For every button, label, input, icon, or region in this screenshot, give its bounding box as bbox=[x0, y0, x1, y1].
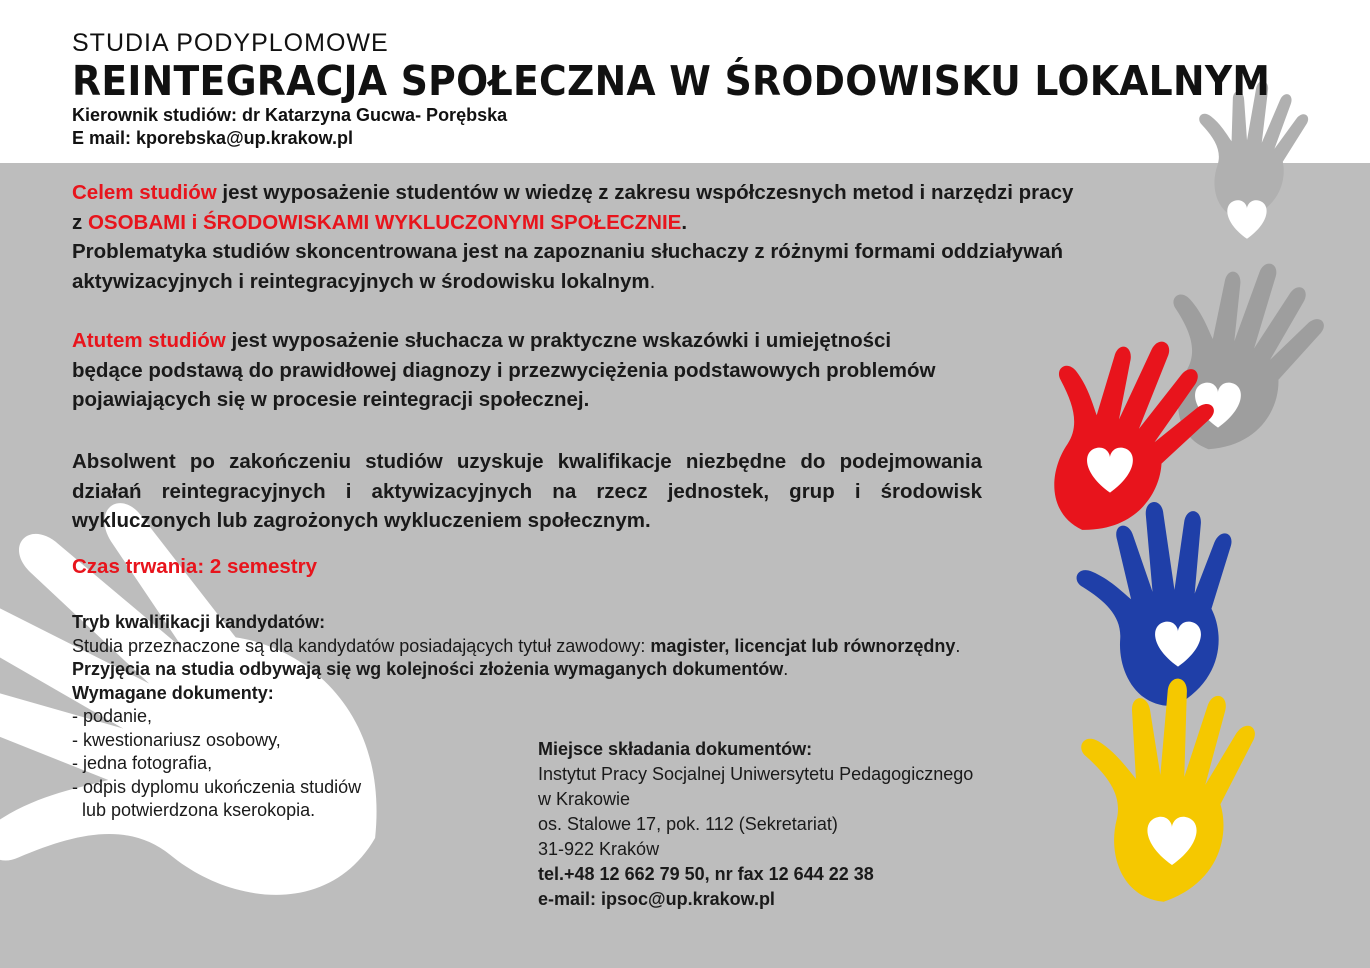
document-item: - odpis dyplomu ukończenia studiów bbox=[72, 776, 362, 797]
intro-line-2 bbox=[72, 208, 1132, 238]
requirements-bold: Przyjęcia na studia odbywają się wg kolejności złożenia wymaganych dokumentów bbox=[72, 659, 784, 679]
intro-paragraph bbox=[72, 178, 1132, 296]
requirements-heading: Tryb kwalifikacji kandydatów: bbox=[72, 612, 326, 632]
submission-place-section bbox=[538, 737, 973, 912]
document-item: - kwestionariusz osobowy, bbox=[72, 729, 281, 750]
place-line: Instytut Pracy Socjalnej Uniwersytetu Pedagogicznego bbox=[538, 764, 974, 784]
requirements-text: Studia przeznaczone są dla kandydatów posiadających tytuł zawodowy: bbox=[72, 635, 651, 656]
place-line: os. Stalowe 17, pok. 112 (Sekretariat) bbox=[538, 814, 838, 834]
director-line: Kierownik studiów: dr Katarzyna Gucwa- Porębska bbox=[72, 105, 508, 125]
place-line: 31-922 Kraków bbox=[538, 839, 660, 859]
duration: Czas trwania: 2 semestry bbox=[72, 555, 317, 578]
requirements-line-1 bbox=[72, 635, 960, 659]
atut-line-3: pojawiających się w procesie reintegracji społecznej. bbox=[72, 388, 590, 411]
highlight-red: OSOBAMI i ŚRODOWISKAMI WYKLUCZONYMI SPOŁECZNIE bbox=[87, 210, 682, 234]
highlight-red: Celem studiów bbox=[72, 181, 217, 204]
intro-text: . bbox=[681, 210, 688, 234]
graduate-line-2: działań reintegracyjnych i aktywizacyjnych na rzecz jednostek, grup i środowisk bbox=[72, 479, 982, 503]
yellow-hand-icon bbox=[1068, 671, 1259, 909]
place-heading: Miejsce składania dokumentów: bbox=[538, 739, 813, 759]
atut-paragraph bbox=[72, 326, 992, 415]
document-item: lub potwierdzona kserokopia. bbox=[72, 800, 316, 820]
header bbox=[72, 28, 1370, 150]
document-item: - jedna fotografia, bbox=[72, 753, 213, 773]
contact-email: E mail: kporebska@up.krakow.pl bbox=[72, 128, 353, 148]
place-line: w Krakowie bbox=[538, 789, 631, 809]
requirements-text: . bbox=[955, 635, 961, 656]
page-subtitle: STUDIA PODYPLOMOWE bbox=[72, 29, 389, 57]
highlight-red: Atutem studiów bbox=[72, 329, 226, 352]
intro-line-3: Problematyka studiów skoncentrowana jest na zapoznaniu słuchaczy z różnymi formami oddziaływań bbox=[72, 240, 1064, 263]
graduate-paragraph bbox=[72, 447, 982, 536]
graduate-line-1: Absolwent po zakończeniu studiów uzyskuje kwalifikacje niezbędne do podejmowania bbox=[72, 450, 982, 473]
intro-text: aktywizacyjnych i reintegracyjnych w środowisku lokalnym bbox=[72, 269, 650, 293]
page-title: REINTEGRACJA SPOŁECZNA W ŚRODOWISKU LOKALNYM bbox=[72, 57, 1271, 105]
requirements-line-2 bbox=[72, 658, 960, 682]
graduate-line-3: wykluczonych lub zagrożonych wykluczeniem społecznym. bbox=[72, 509, 651, 532]
intro-line-4 bbox=[72, 267, 1132, 297]
place-email: e-mail: ipsoc@up.krakow.pl bbox=[538, 889, 775, 909]
intro-text: . bbox=[649, 269, 656, 293]
intro-line-1 bbox=[72, 178, 1132, 208]
document-item: - podanie, bbox=[72, 706, 153, 726]
intro-text: z bbox=[72, 210, 88, 234]
documents-heading: Wymagane dokumenty: bbox=[72, 682, 274, 703]
atut-line-2: będące podstawą do prawidłowej diagnozy i przezwyciężenia podstawowych problemów bbox=[72, 358, 936, 382]
place-phone: tel.+48 12 662 79 50, nr fax 12 644 22 38 bbox=[538, 864, 874, 884]
requirements-bold: magister, licencjat lub równorzędny bbox=[650, 635, 956, 656]
requirements-text: . bbox=[783, 659, 789, 679]
atut-text: jest wyposażenie słuchacza w praktyczne wskazówki i umiejętności bbox=[225, 329, 892, 352]
intro-text: jest wyposażenie studentów w wiedzę z zakresu współczesnych metod i narzędzi pracy bbox=[216, 181, 1074, 204]
atut-line-1 bbox=[72, 326, 992, 356]
